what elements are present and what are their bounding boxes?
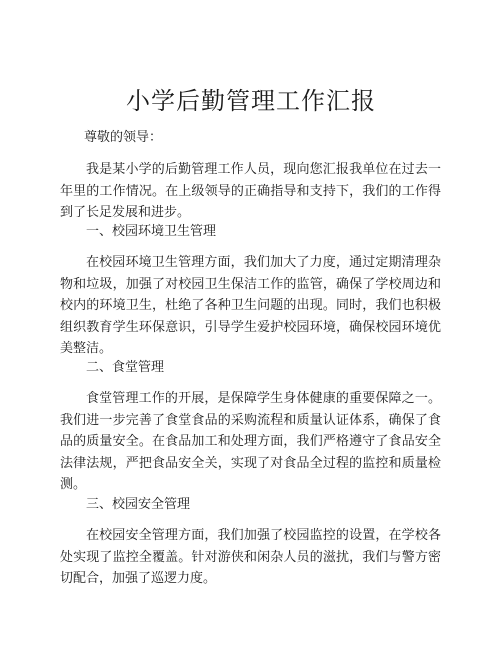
section-body-safety: 在校园安全管理方面，我们加强了校园监控的设置，在学校各处实现了监控全覆盖。针对游侠和闲杂人员的滋扰，我们与警方密切配合，加强了巡逻力度。 (60, 528, 441, 586)
greeting: 尊敬的领导： (84, 130, 163, 145)
section-body-environment: 在校园环境卫生管理方面，我们加大了力度，通过定期清理杂物和垃圾，加强了对校园卫生保洁工作的监管，确保了学校周边和校内的环境卫生，杜绝了各种卫生问题的出现。同时，我们也积极组织教育学生环保意识，引导学生爱护校园环境，确保校园环境优美整洁。 (60, 255, 441, 356)
intro-paragraph: 我是某小学的后勤管理工作人员，现向您汇报我单位在过去一年里的工作情况。在上级领导的正确指导和支持下，我们的工作得到了长足发展和进步。 (60, 162, 441, 220)
document-title: 小学后勤管理工作汇报 (126, 87, 376, 115)
section-heading-safety: 三、校园安全管理 (86, 497, 191, 512)
section-heading-canteen: 二、食堂管理 (86, 360, 165, 375)
section-body-canteen: 食堂管理工作的开展，是保障学生身体健康的重要保障之一。我们进一步完善了食堂食品的采购流程和质量认证体系，确保了食品的质量安全。在食品加工和处理方面，我们严格遵守了食品安全法律法规，严把食品安全关，实现了对食品全过程的监控和质量检测。 (60, 391, 441, 492)
section-heading-environment: 一、校园环境卫生管理 (86, 224, 217, 239)
